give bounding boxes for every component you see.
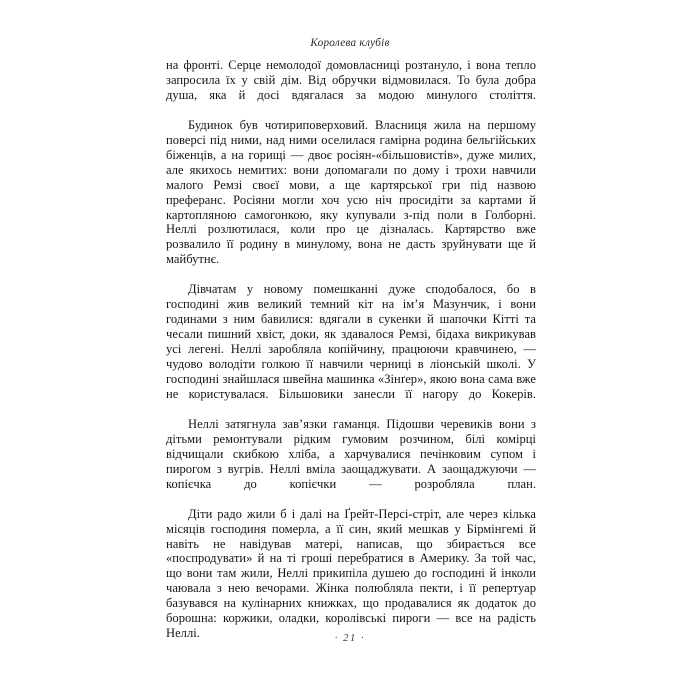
paragraph: на фронті. Серце немолодої домовласниці розтануло, і вона тепло запросила їх у свій дім. Від обручки відмовилася. То була добра душа, яка й досі вдягалася за модою минулого століття. (166, 58, 536, 102)
running-head: Королева клубів (310, 37, 390, 49)
paragraph: Неллі затягнула зав’язки гаманця. Підошви черевиків вони з дітьми ремонтували рідким гумовим розчином, білі комірці відчищали скибкою хліба, а харчувалися печінковим супом і пирогом з вугрів. Неллі вміла заощаджувати. А заощаджуючи — копієчка до копієчки — розробляла план. (166, 416, 536, 491)
paragraph: Діти радо жили б і далі на Ґрейт-Персі-стріт, але через кілька місяців господиня померла, а її син, який мешкав у Бірмінгемі й навіть не навідував матері, написав, що збирається все «поспродувати» й на ті гроші перебратися в Америку. За той час, що вони там жили, Неллі прикипіла душею до господині й інколи чаювала з нею вечорами. Жінка полюбляла пекти, і її репертуар базувався на кулінарних книжках, що продавалися як додаток до борошна: коржики, оладки, королівські пироги — все на радість Неллі. (166, 506, 536, 641)
body-text-block (166, 58, 536, 656)
paragraph: Будинок був чотириповерховий. Власниця жила на першому поверсі під ними, над ними оселилася гамірна родина бельгійських біженців, а на горищі — двоє росіян-«більшовистів», дуже милих, але якихось немитих: вони допомагали по дому і трохи навчили малого Ремзі своєї мови, а ще картярської гри під назвою преферанс. Росіяни могли хоч усю ніч просидіти за картами й картопляною самогонкою, яку купували з-під поли в Голборні. Неллі розлютилася, коли про це дізналась. Картярство вже розвалило її родину в минулому, вона не дасть зруйнувати ще й майбутнє. (166, 117, 536, 267)
paragraph: Дівчатам у новому помешканні дуже сподобалося, бо в господині жив великий темний кіт на ім’я Мазунчик, і вони годинами з ним бавилися: вдягали в сукенки й шапочки Кітті та чесали пишний хвіст, доки, як здавалося Ремзі, бідаха викрикував усі легені. Неллі заробляла копійчину, працюючи кравчинею, — чудово володіти голкою її навчили черниці в ліонській школі. У господині знайшлася швейна машинка «Зінґер», якою вона сама вже не користувалася. Більшовики занесли її нагору до Кокерів. (166, 282, 536, 401)
page-number: · 21 · (334, 633, 366, 644)
